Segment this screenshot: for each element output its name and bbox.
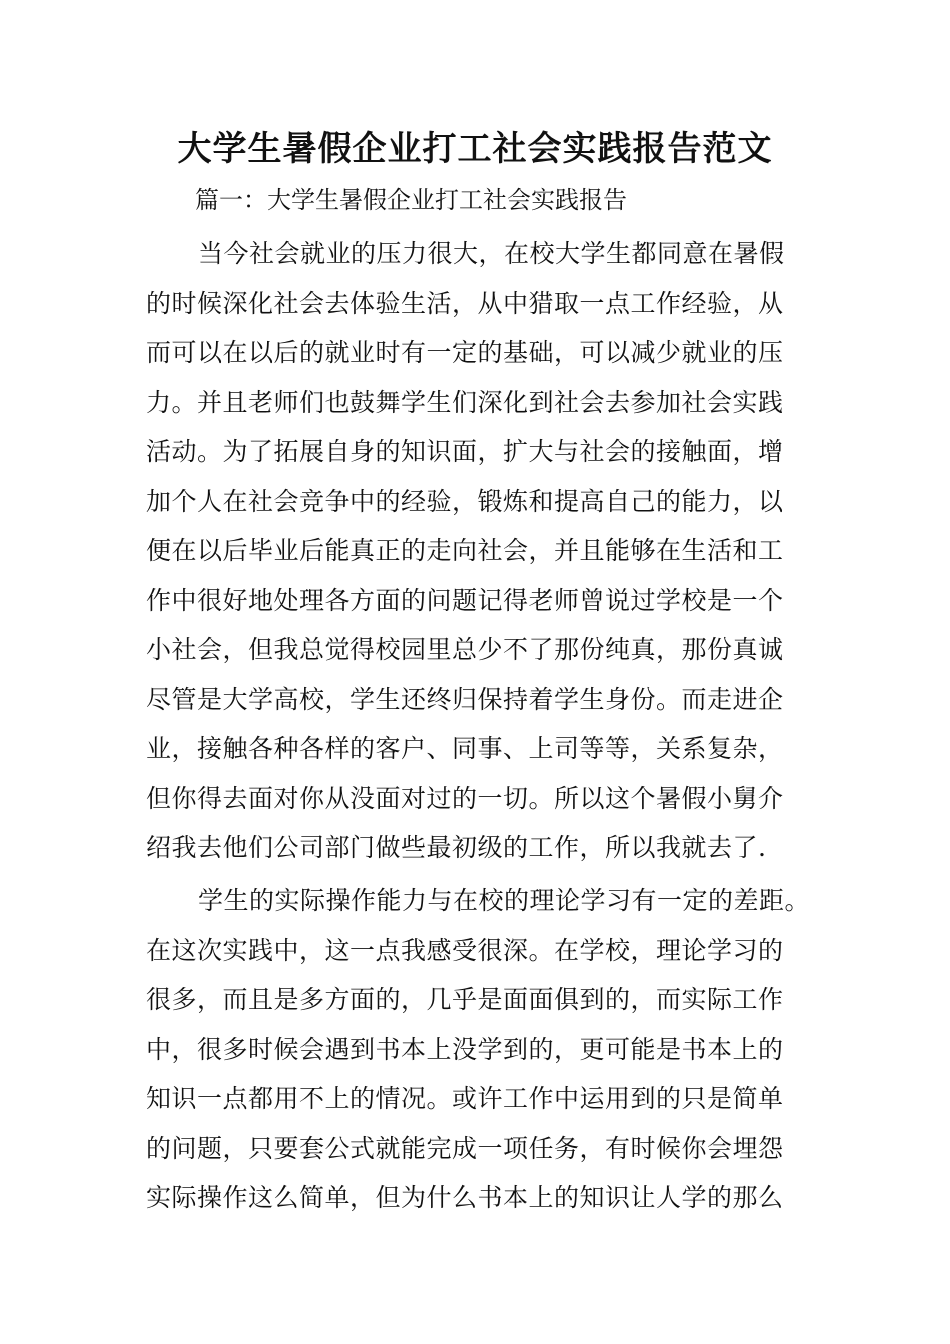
paragraph-line: 中，很多时候会遇到书本上没学到的，更可能是书本上的 (146, 1034, 784, 1064)
paragraph-2 (146, 876, 816, 1223)
paragraph-line: 业，接触各种各样的客户、同事、上司等等，关系复杂， (146, 734, 784, 763)
document-title: 大学生暑假企业打工社会实践报告范文 (177, 129, 773, 169)
paragraph-1 (146, 229, 816, 873)
paragraph-line: 小社会，但我总觉得校园里总少不了那份纯真，那份真诚 (146, 635, 784, 664)
paragraph-line: 作中很好地处理各方面的问题记得老师曾说过学校是一个 (146, 585, 784, 615)
paragraph-line: 很多，而且是多方面的，几乎是面面俱到的，而实际工作 (146, 985, 784, 1014)
paragraph-line: 实际操作这么简单，但为什么书本上的知识让人学的那么 (146, 1183, 784, 1212)
paragraph-line: 但你得去面对你从没面对过的一切。所以这个暑假小舅介 (146, 783, 784, 813)
paragraph-line: 的问题，只要套公式就能完成一项任务，有时候你会埋怨 (146, 1133, 784, 1163)
paragraph-line: 的时候深化社会去体验生活，从中猎取一点工作经验，从 (146, 288, 784, 318)
document-subtitle: 篇一：大学生暑假企业打工社会实践报告 (195, 186, 627, 214)
paragraph-line: 加个人在社会竞争中的经验，锻炼和提高自己的能力，以 (146, 486, 784, 516)
paragraph-line: 便在以后毕业后能真正的走向社会，并且能够在生活和工 (146, 536, 784, 565)
paragraph-line: 知识一点都用不上的情况。或许工作中运用到的只是简单 (146, 1084, 784, 1113)
paragraph-line: 学生的实际操作能力与在校的理论学习有一定的差距。 (198, 886, 811, 915)
paragraph-line: 活动。为了拓展自身的知识面，扩大与社会的接触面，增 (146, 437, 784, 466)
paragraph-line: 而可以在以后的就业时有一定的基础，可以减少就业的压 (146, 338, 784, 367)
paragraph-line: 力。并且老师们也鼓舞学生们深化到社会去参加社会实践 (146, 387, 784, 417)
paragraph-line: 绍我去他们公司部门做些最初级的工作，所以我就去了. (146, 833, 767, 862)
paragraph-line: 在这次实践中，这一点我感受很深。在学校，理论学习的 (146, 935, 784, 965)
paragraph-line: 尽管是大学高校，学生还终归保持着学生身份。而走进企 (146, 684, 784, 714)
paragraph-line: 当今社会就业的压力很大，在校大学生都同意在暑假 (198, 239, 785, 268)
